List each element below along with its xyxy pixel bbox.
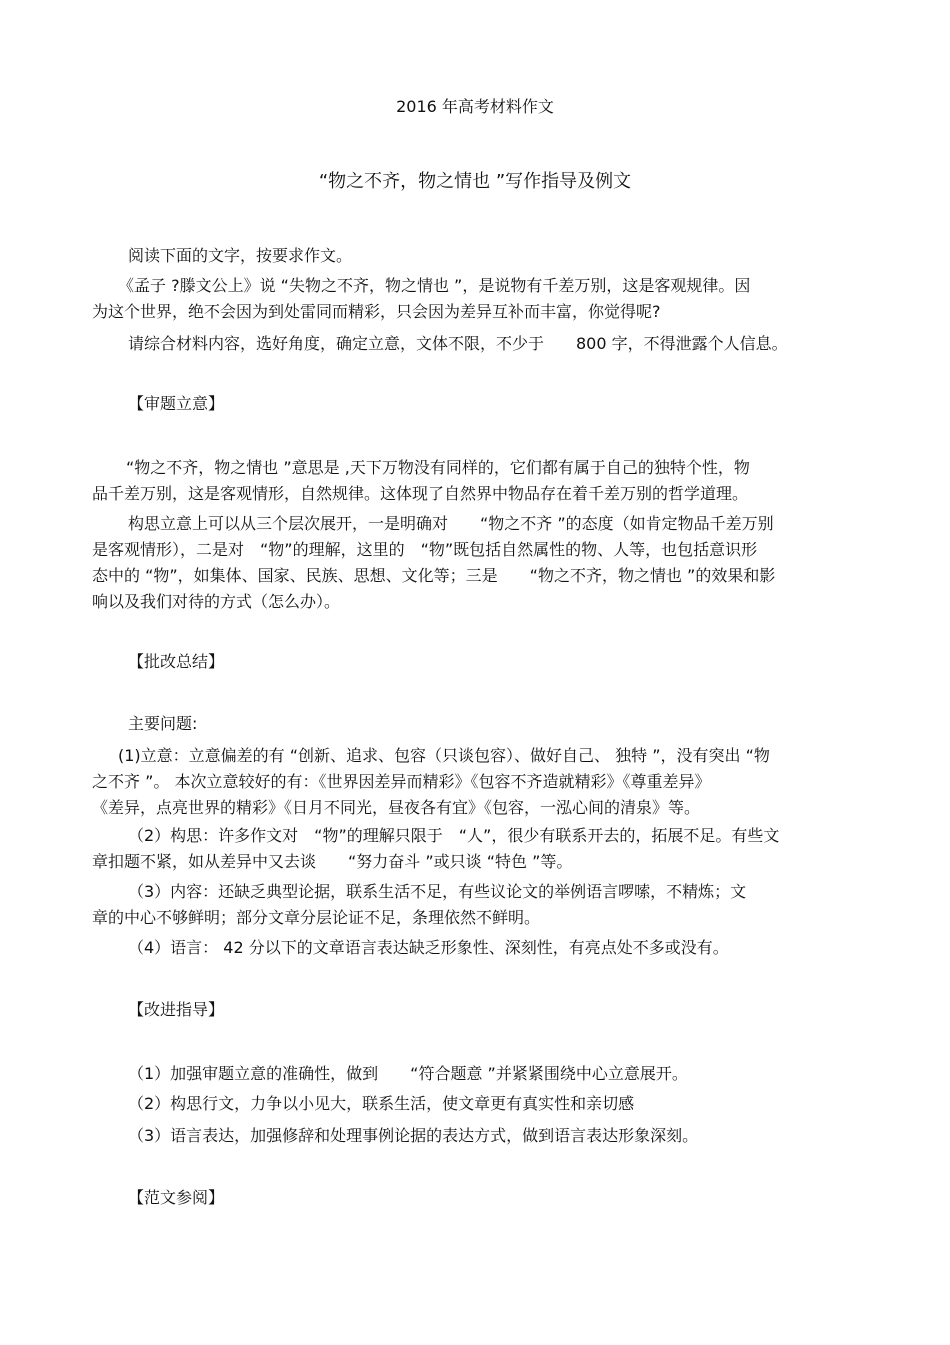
review-item-line: （3）内容：还缺乏典型论据，联系生活不足，有些议论文的举例语言啰嗦，不精炼；文 [128,882,747,901]
document-title: 2016 年高考材料作文 [396,97,554,116]
guidance-item: （2）构思行文，力争以小见大，联系生活，使文章更有真实性和亲切感 [128,1094,635,1113]
paragraph-line: “物之不齐，物之情也 ”意思是 ,天下万物没有同样的，它们都有属于自己的独特个性，物 [126,458,750,477]
paragraph-line: 构思立意上可以从三个层次展开，一是明确对 “物之不齐 ”的态度（如肯定物品千差万别 [128,514,774,533]
review-item-line: （4）语言： 42 分以下的文章语言表达缺乏形象性、深刻性，有亮点处不多或没有。 [128,938,729,957]
guidance-item: （1）加强审题立意的准确性，做到 “符合题意 ”并紧紧围绕中心立意展开。 [128,1064,688,1083]
review-item-line: 章的中心不够鲜明；部分文章分层论证不足，条理依然不鲜明。 [92,908,541,927]
paragraph-line: 是客观情形），二是对 “物”的理解，这里的 “物”既包括自然属性的物、人等，也包括意识形 [92,540,758,559]
prompt-material-line: 为这个世界，绝不会因为到处雷同而精彩，只会因为差异互补而丰富，你觉得呢? [92,302,661,321]
review-item-line: (1)立意：立意偏差的有 “创新、追求、包容（只谈包容）、做好自己、 独特 ”，没有突出 “物 [118,746,770,765]
section-heading-analysis: 【审题立意】 [128,394,225,413]
review-item-line: 章扣题不紧，如从差异中又去谈 “努力奋斗 ”或只谈 “特色 ”等。 [92,852,573,871]
prompt-requirement: 请综合材料内容，选好角度，确定立意，文体不限，不少于 800 字，不得泄露个人信息。 [128,334,788,353]
section-heading-guidance: 【改进指导】 [128,1000,225,1019]
review-item-line: 之不齐 ”。 本次立意较好的有：《世界因差异而精彩》《包容不齐造就精彩》《尊重差异》 [92,772,711,791]
review-item-line: （2）构思：许多作文对 “物”的理解只限于 “人”，很少有联系开去的，拓展不足。有些文 [128,826,780,845]
review-label: 主要问题: [128,714,198,733]
guidance-item: （3）语言表达，加强修辞和处理事例论据的表达方式，做到语言表达形象深刻。 [128,1126,699,1145]
paragraph-line: 品千差万别，这是客观情形，自然规律。这体现了自然界中物品存在着千差万别的哲学道理。 [92,484,749,503]
review-item-line: 《差异，点亮世界的精彩》《日月不同光，昼夜各有宜》《包容，一泓心间的清泉》等。 [92,798,701,817]
paragraph-line: 响以及我们对待的方式（怎么办）。 [92,592,341,611]
prompt-material-line: 《孟子 ?滕文公上》说 “失物之不齐，物之情也 ”，是说物有千差万别，这是客观规律。因 [118,276,751,295]
paragraph-line: 态中的 “物”，如集体、国家、民族、思想、文化等；三是 “物之不齐，物之情也 ”的效果和影 [92,566,776,585]
prompt-intro: 阅读下面的文字，按要求作文。 [128,246,353,265]
document-subtitle: “物之不齐，物之情也 ”写作指导及例文 [318,171,632,192]
section-heading-review: 【批改总结】 [128,652,225,671]
section-heading-sample: 【范文参阅】 [128,1188,225,1207]
